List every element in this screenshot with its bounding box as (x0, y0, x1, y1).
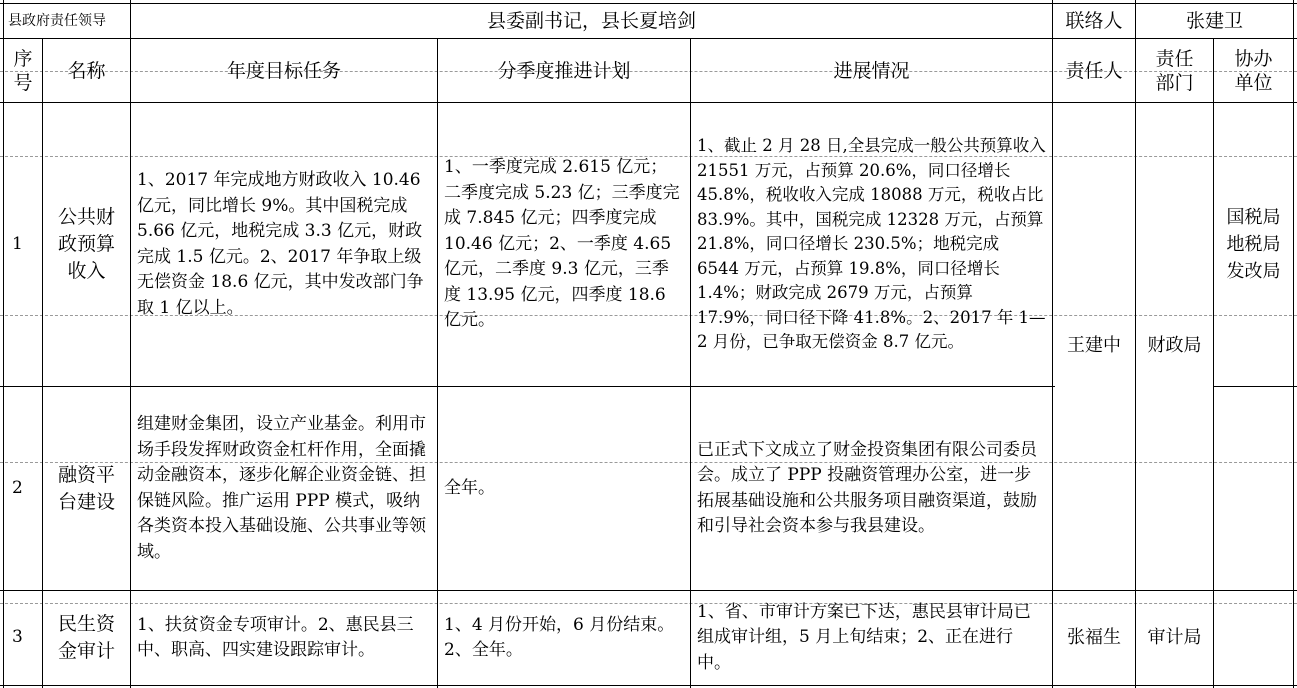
row-3-plan: 1、4 月份开始，6 月份结束。2、全年。 (444, 614, 675, 660)
row-2-progress: 已正式下文成立了财金投资集团有限公司委员会。成立了 PPP 投融资管理办公室，进一步拓展基础设施和公共服务项目融资渠道，鼓励和引导社会资本参与我县建设。 (697, 439, 1037, 536)
contact-value: 张建卫 (1185, 10, 1243, 32)
row-2-plan: 全年。 (444, 477, 495, 498)
row-2-seq: 2 (12, 477, 23, 498)
row-3-dept: 审计局 (1147, 627, 1202, 649)
row-1-name: 公共财政预算收入 (57, 206, 115, 282)
row-3-name: 民生资金审计 (57, 613, 115, 662)
column-header-seq: 序号 (13, 47, 33, 94)
row-2-assist (1214, 387, 1293, 590)
column-header-person: 责任人 (1065, 59, 1123, 82)
row-1-assist: 国税局地税局发改局 (1226, 207, 1281, 282)
table-border (0, 685, 1297, 686)
table-border (1293, 0, 1294, 688)
leader-value: 县委副书记，县长夏培剑 (486, 10, 696, 32)
row-1-2-dept: 财政局 (1147, 335, 1202, 356)
column-header-dept: 责任部门 (1155, 47, 1194, 94)
row-1-seq: 1 (12, 233, 23, 254)
row-3-progress: 1、省、市审计方案已下达，惠民县审计局已组成审计组，5 月上旬结束；2、正在进行中。 (697, 601, 1031, 673)
column-header-progress: 进展情况 (833, 59, 910, 82)
row-1-plan: 1、一季度完成 2.615 亿元；二季度完成 5.23 亿；三季度完成 7.845 亿元；四季度完成 10.46 亿元；2、一季度 4.65 亿元，二季度 9.3 亿元，三季度 13.95 亿元，四季度 18.6 亿元。 (444, 157, 680, 331)
row-2-target: 组建财金集团，设立产业基金。利用市场手段发挥财政资金杠杆作用，全面撬动金融资本，逐步化解企业资金链、担保链风险。推广运用 PPP 模式，吸纳各类资本投入基础设施、公共事业等领域。 (137, 414, 426, 562)
row-3-person: 张福生 (1067, 627, 1121, 649)
row-1-target: 1、2017 年完成地方财政收入 10.46 亿元，同比增长 9%。其中国税完成 5.66 亿元，地税完成 3.3 亿元，财政完成 1.5 亿元。2、2017 年争取上级无偿资金 18.6 亿元，其中发改部门争取 1 亿以上。 (137, 170, 424, 318)
row-3-seq: 3 (12, 627, 23, 648)
column-header-target: 年度目标任务 (226, 59, 341, 82)
contact-label: 联络人 (1065, 10, 1123, 32)
leader-label: 县政府责任领导 (8, 13, 106, 29)
row-1-2-person: 王建中 (1067, 335, 1121, 356)
row-3-target: 1、扶贫资金专项审计。2、惠民县三中、职高、四实建设跟踪审计。 (137, 614, 414, 660)
row-3-assist (1214, 591, 1293, 685)
column-header-plan: 分季度推进计划 (497, 59, 631, 82)
row-2-name: 融资平台建设 (57, 463, 115, 513)
row-1-progress: 1、截止 2 月 28 日,全县完成一般公共预算收入 21551 万元，占预算 20.6%，同口径增长 45.8%，税收收入完成 18088 万元，税收占比 83.9%。其中，国税完成 12328 万元，占预算 21.8%，同口径增长 230.5%；地税完成 6544 万元，占预算 19.8%，同口径增长 1.4%；财政完成 2679 万元，占预算 17.9%，同口径下降 41.8%。2、2017 年 1—2 月份，已争取无偿资金 8.7 亿元。 (697, 136, 1046, 352)
column-header-name: 名称 (67, 59, 106, 82)
column-header-assist: 协办单位 (1234, 47, 1273, 94)
